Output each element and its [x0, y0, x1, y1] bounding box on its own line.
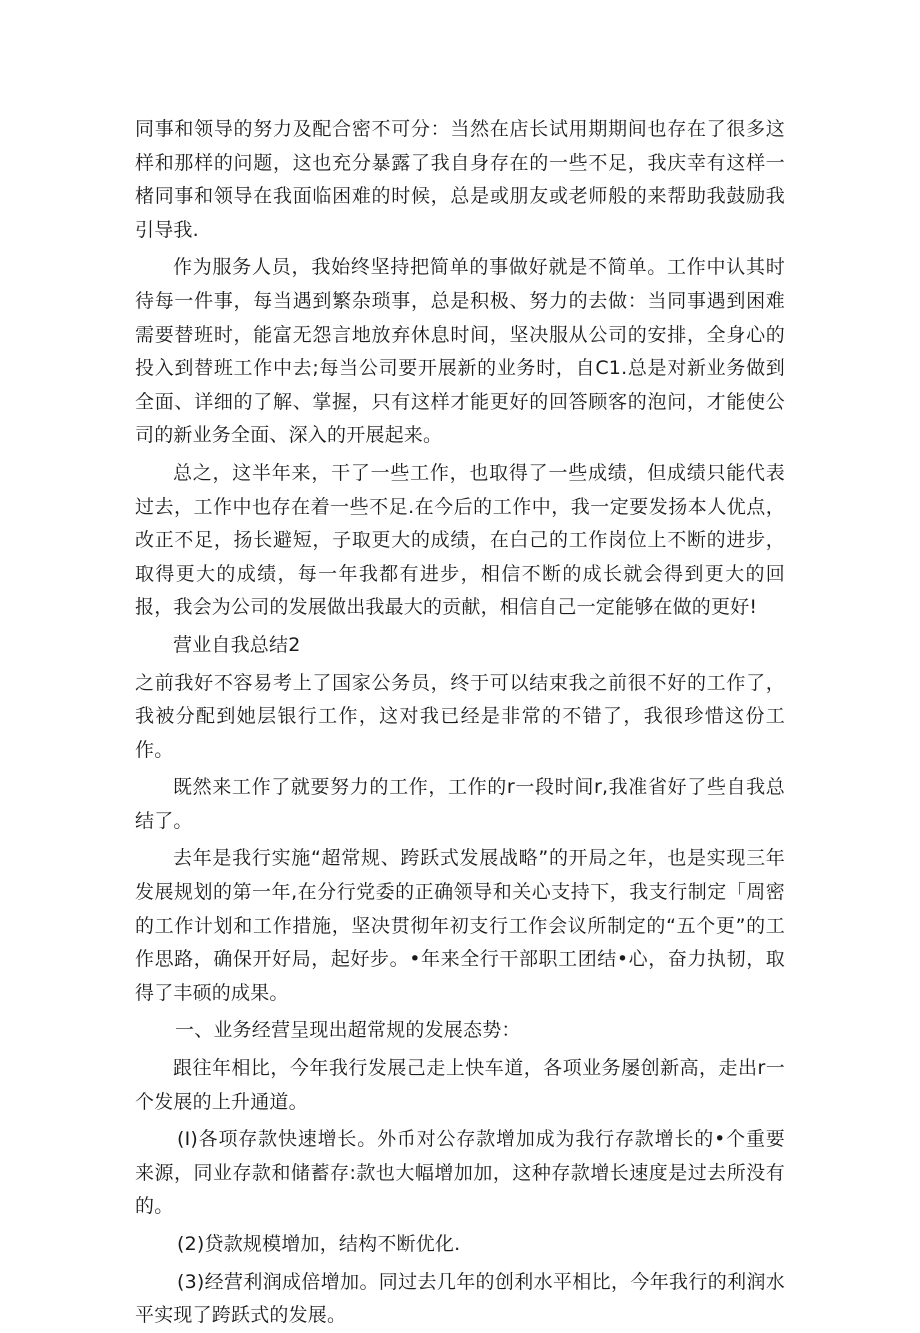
paragraph-last-year: 去年是我行实施“超常规、跨跃式发展战略”的开局之年，也是实现三年发展规划的第一年,在分行党委的正确领导和关心支持下，我支行制定「周密的工作计划和工作措施，坚决贯彻年初支行工作会议所制定的“五个更”的工作思路，确保开好局，起好步。•年来全行干部职工团结•心，奋力执韧，取得了丰硕的成果。 [135, 847, 785, 1004]
paragraph-summary: 总之，这半年来，干了一些工作，也取得了一些成绩，但成绩只能代表过去，工作中也存在着一些不足.在今后的工作中，我一定要发扬本人优点，改正不足，扬长避短，子取更大的成绩，在白己的工作岗位上不断的进步，取得更大的成绩，每一年我都有进步，相信不断的成长就会得到更大的回报，我会为公司的发展做出我最大的贡献，相信自己一定能够在做的更好! [135, 461, 785, 619]
list-item-loans: (2)贷款规模增加，结构不断优化. [177, 1233, 461, 1255]
heading-business-trend: 一、业务经营呈现出超常规的发展态势： [175, 1019, 521, 1042]
list-item-deposits: (I)各项存款快速增长。外币对公存款增加成为我行存款增长的•个重要来源，同业存款和储蓄存:款也大幅增加加，这种存款增长速度是过去所没有的。 [135, 1128, 785, 1218]
paragraph-work-effort: 既然来工作了就要努力的工作，工作的r一段时间r,我准省好了些自我总结了。 [135, 776, 785, 832]
paragraph-civil-servant: 之前我好不容易考上了国家公务员，终于可以结束我之前很不好的工作了，我被分配到她层银行工作，这对我已经是非常的不错了，我很珍惜这份工作。 [135, 671, 785, 761]
list-item-profit: (3)经营利润成倍增加。同过去几年的创利水平相比，今年我行的利润水平实现了跨跃式的发展。 [135, 1270, 785, 1327]
document-body [135, 113, 785, 1333]
paragraph-service-staff: 作为服务人员，我始终坚持把简单的事做好就是不简单。工作中认其时待每一件事，每当遇到繁杂琐事，总是积极、努力的去做：当同事遇到困难需要替班时，能富无怨言地放弃休息时间，坚决服从公司的安排，全身心的投入到替班工作中去;每当公司要开展新的业务时，自C1.总是对新业务做到全面、详细的了解、掌握，只有这样才能更好的回答顾客的泡问，才能使公司的新业务全面、深入的开展起来。 [135, 256, 785, 447]
paragraph-continuation: 同事和领导的努力及配合密不可分：当然在店长试用期期间也存在了很多这样和那样的问题，这也充分暴露了我自身存在的一些不足，我庆幸有这样一楮同事和领导在我面临困难的时候，总是或朋友或老师般的来帮助我鼓励我引导我. [135, 118, 785, 241]
section-heading-summary-2: 营业自我总结2 [173, 633, 301, 656]
paragraph-compared-years: 跟往年相比，今年我行发展己走上快车道，各项业务屡创新高，走出r一个发展的上升通道。 [135, 1057, 785, 1113]
